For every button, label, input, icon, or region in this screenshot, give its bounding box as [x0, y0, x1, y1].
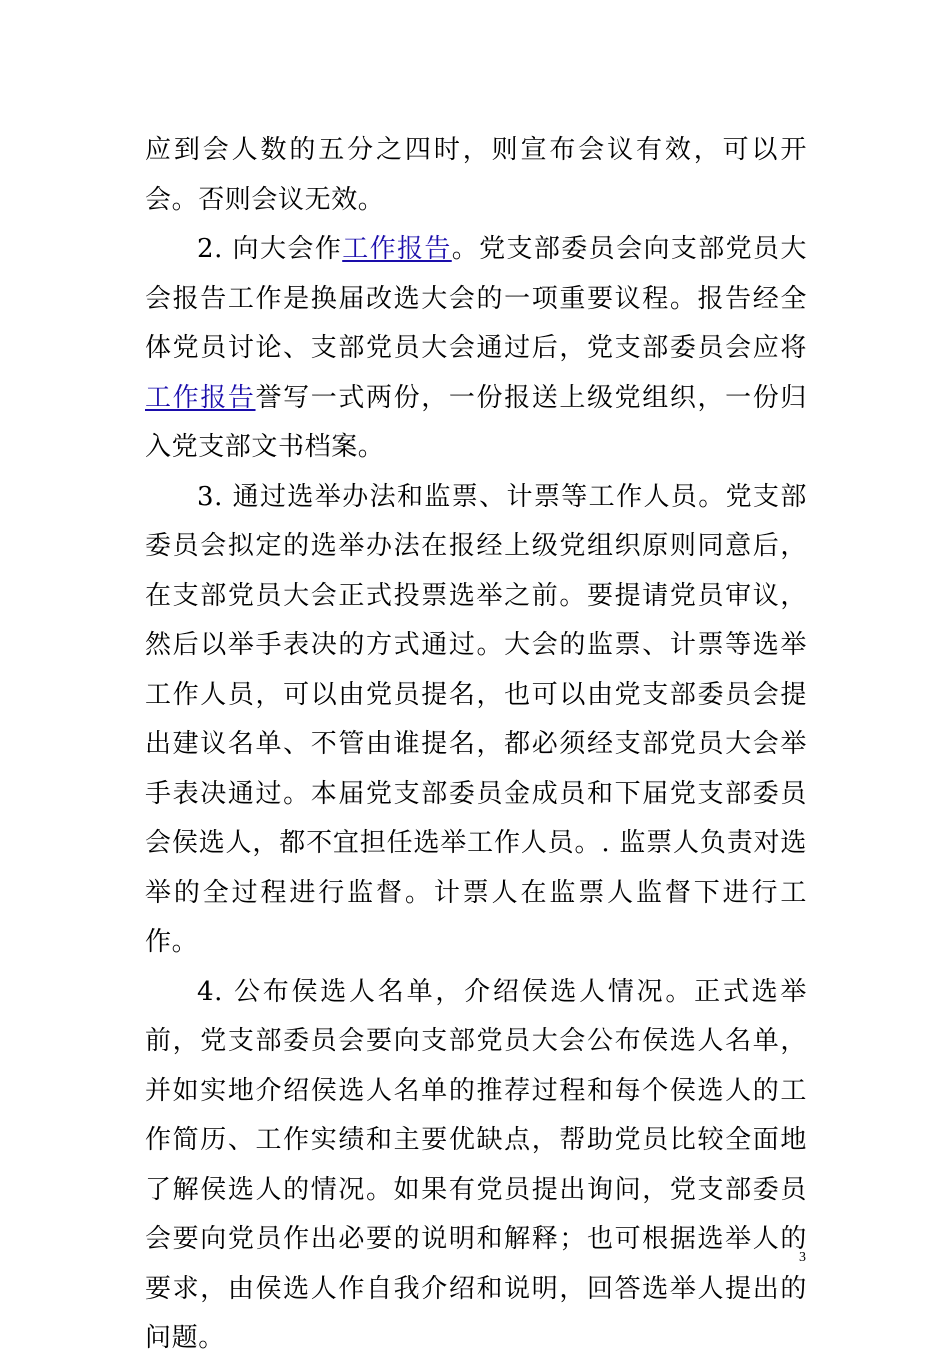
paragraph-1-text-b: 。党支部委员会向支部党员大会报告工作是换届改选大会的一项重要议程。报告经全体党员讨论、支部党员大会通过后，党支部委员会应将 [145, 234, 807, 363]
paragraph-2 [145, 473, 807, 968]
page-number: 3 [799, 1250, 806, 1265]
paragraph-3-text: 4. 公布侯选人名单，介绍侯选人情况。正式选举前，党支部委员会要向支部党员大会公布侯选人名单，并如实地介绍侯选人名单的推荐过程和每个侯选人的工作简历、工作实绩和主要优缺点，帮助党员比较全面地了解侯选人的情况。如果有党员提出询问，党支部委员会要向党员作出必要的说明和解释；也可根据选举人的要求，由侯选人作自我介绍和说明，回答选举人提出的问题。 [145, 976, 807, 1353]
paragraph-2-text: 3. 通过选举办法和监票、计票等工作人员。党支部委员会拟定的选举办法在报经上级党组织原则同意后，在支部党员大会正式投票选举之前。要提请党员审议，然后以举手表决的方式通过。大会的监票、计票等选举工作人员，可以由党员提名，也可以由党支部委员会提出建议名单、不管由谁提名，都必须经支部党员大会举手表决通过。本届党支部委员金成员和下届党支部委员会侯选人，都不宜担任选举工作人员。. 监票人负责对选举的全过程进行监督。计票人在监票人监督下进行工作。 [145, 481, 807, 957]
document-body [145, 126, 807, 1364]
work-report-link-1[interactable]: 工作报告 [342, 234, 452, 264]
paragraph-3 [145, 968, 807, 1364]
paragraph-1-text-c: 誉写一式两份，一份报送上级党组织，一份归入党支部文书档案。 [145, 382, 807, 462]
paragraph-1 [145, 225, 807, 473]
paragraph-0-text: 应到会人数的五分之四时，则宣布会议有效，可以开会。否则会议无效。 [145, 135, 807, 215]
paragraph-0 [145, 126, 807, 225]
work-report-link-2[interactable]: 工作报告 [145, 382, 256, 413]
paragraph-1-text-a: 2. 向大会作 [197, 234, 343, 264]
